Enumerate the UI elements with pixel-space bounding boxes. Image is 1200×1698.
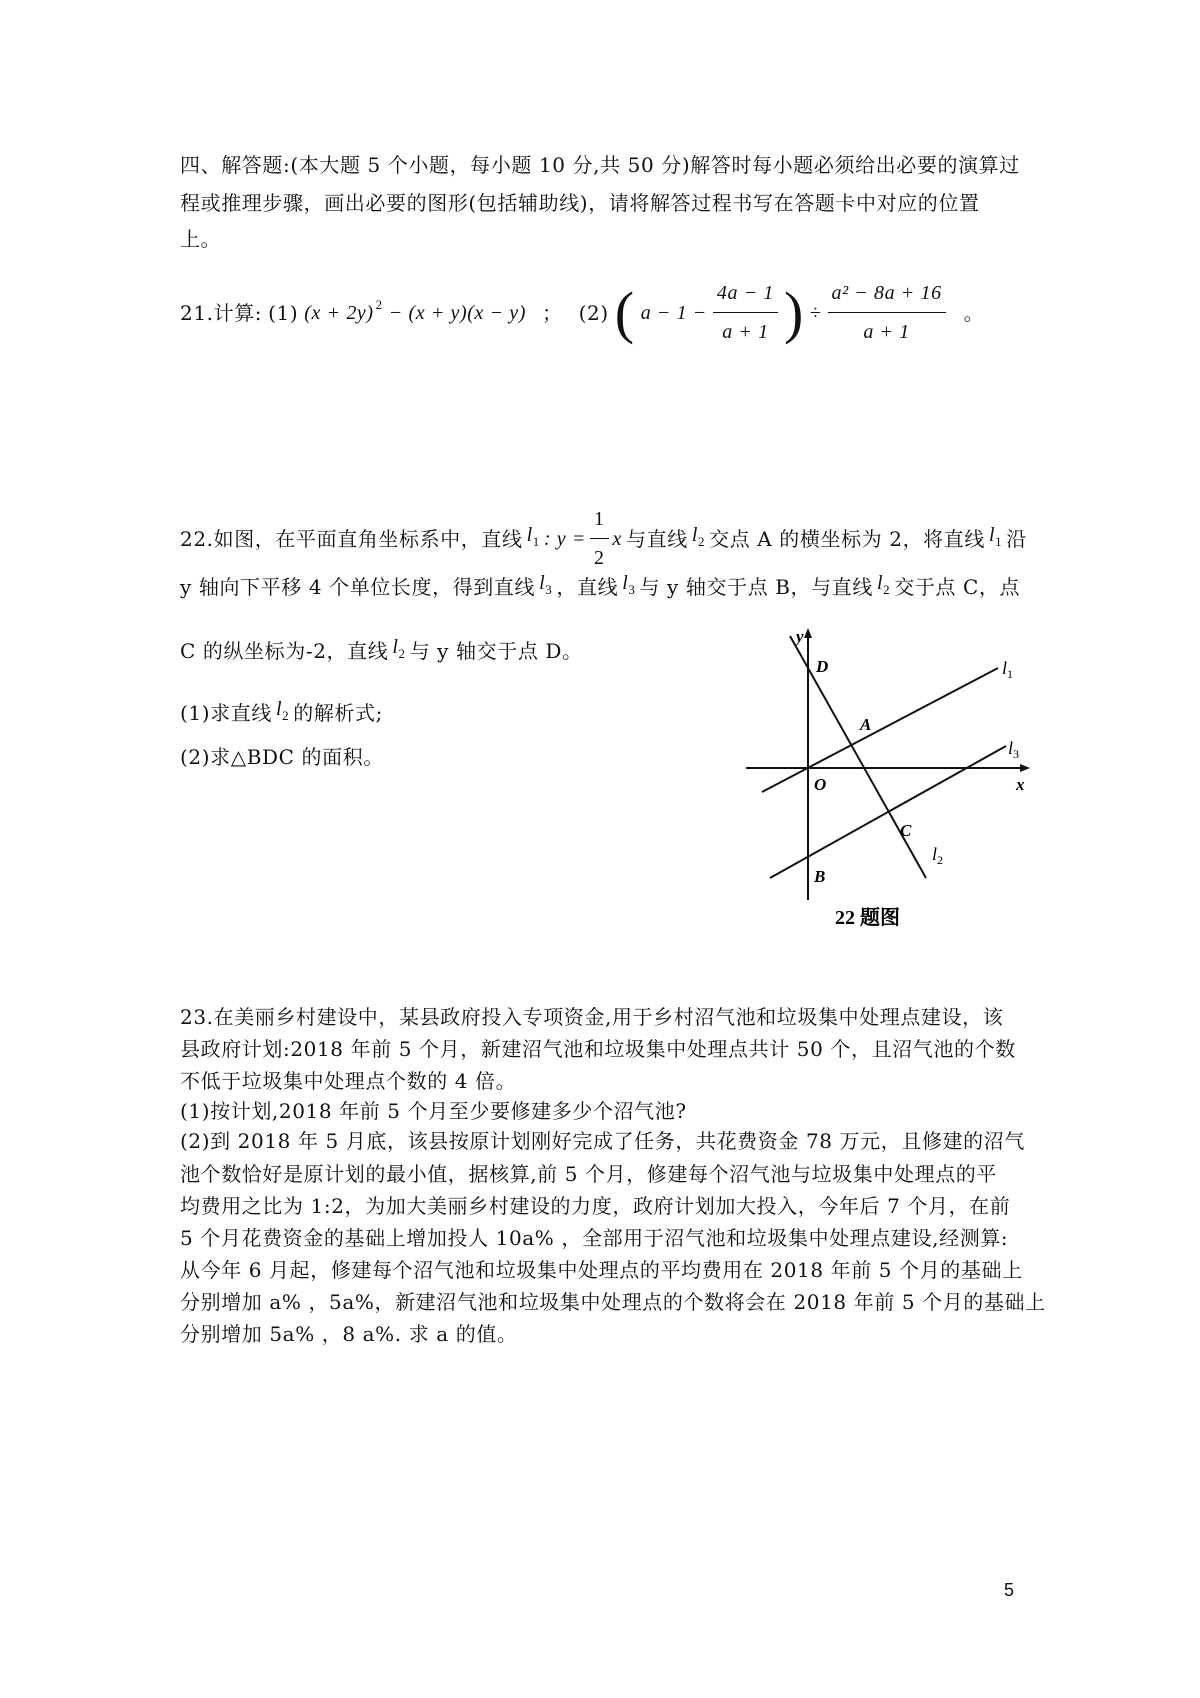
section-heading-line-2: 程或推理步骤，画出必要的图形(包括辅助线)，请将解答过程书写在答题卡中对应的位置 xyxy=(180,191,980,215)
figure-label-l3: $l_3$ xyxy=(1008,738,1020,761)
q21-divide-sign: ÷ xyxy=(809,301,822,324)
q23-line-3: 不低于垃圾集中处理点个数的 4 倍。 xyxy=(180,1069,517,1093)
q22-text-2c: 与 y 轴交于点 B，与直线 xyxy=(639,574,873,599)
figure-label-B: B xyxy=(814,867,826,886)
q22-text-1b: 与直线 xyxy=(626,526,688,551)
q22-l1-symbol-2: $l_1$ xyxy=(988,524,1003,549)
q22-text-1a: 22.如图，在平面直角坐标系中，直线 xyxy=(180,526,523,551)
q23-line-11: 分别增加 5a% ，8 a%. 求 a 的值。 xyxy=(180,1322,518,1346)
q22-text-1d: 沿 xyxy=(1006,526,1027,551)
q21-part1-expr-a: (x + 2y) xyxy=(304,301,374,324)
question-22-line-2 xyxy=(180,566,1020,607)
q22-sub1-text-b: 的解析式; xyxy=(293,700,383,725)
q21-fraction-2-numerator: a² − 8a + 16 xyxy=(828,276,946,313)
q23-line-8: 5 个月花费资金的基础上增加投人 10a% ，全部用于沼气池和垃圾集中处理点建设,经测算: xyxy=(180,1226,1009,1250)
question-22-sub-1 xyxy=(180,692,383,733)
q23-line-2: 县政府计划:2018 年前 5 个月，新建沼气池和垃圾集中处理点共计 50 个，且沼气池的个数 xyxy=(180,1037,1016,1061)
q22-l1-equation: : y = xyxy=(543,527,586,550)
q22-x-variable: x xyxy=(612,527,623,550)
figure-label-l1: $l_1$ xyxy=(1002,658,1014,681)
q21-fraction-1-numerator: 4a − 1 xyxy=(713,276,778,313)
q23-line-4: (1)按计划,2018 年前 5 个月至少要修建多少个沼气池? xyxy=(180,1099,687,1123)
q21-part2-a: a − 1 − xyxy=(640,301,707,324)
figure-label-y: y xyxy=(796,628,804,646)
y-axis-arrow xyxy=(804,628,812,638)
q22-l1-symbol: $l_1$ xyxy=(526,524,540,549)
q21-fraction-2 xyxy=(828,276,946,349)
section-heading-line-1: 四、解答题:(本大题 5 个小题，每小题 10 分,共 50 分)解答时每小题必须给出必要的演算过 xyxy=(180,153,1020,177)
q22-l2-symbol-2: $l_2$ xyxy=(876,572,891,597)
question-22-line-3 xyxy=(180,630,583,671)
q21-part1-label: (1) xyxy=(268,300,299,325)
q21-separator: ； xyxy=(542,300,563,325)
q22-sub1-text-a: (1)求直线 xyxy=(180,700,272,725)
q21-part1-exponent: 2 xyxy=(375,296,383,312)
figure-caption: 22 题图 xyxy=(835,907,900,929)
q22-l2-symbol: $l_2$ xyxy=(691,524,706,549)
q22-text-1c: 交点 A 的横坐标为 2，将直线 xyxy=(709,526,985,551)
q22-l3-symbol: $l_3$ xyxy=(539,572,553,597)
q23-line-6: 池个数恰好是原计划的最小值，据核算,前 5 个月，修建每个沼气池与垃圾集中处理点的平 xyxy=(180,1162,997,1186)
q22-half-fraction xyxy=(590,502,609,575)
q22-text-3a: C 的纵坐标为-2，直线 xyxy=(180,638,389,663)
figure-label-D: D xyxy=(816,657,829,676)
q23-line-10: 分别增加 a% ，5a%，新建沼气池和垃圾集中处理点的个数将会在 2018 年前 5 个月的基础上 xyxy=(180,1290,1046,1314)
q21-lead: 21.计算: xyxy=(180,300,263,325)
q22-figure xyxy=(740,628,1040,938)
q21-fraction-2-denominator: a + 1 xyxy=(863,321,910,343)
q21-part1-expr-b: − (x + y)(x − y) xyxy=(388,301,527,324)
q22-text-2d: 交于点 C，点 xyxy=(894,574,1021,599)
q23-line-9: 从今年 6 月起，修建每个沼气池和垃圾集中处理点的平均费用在 2018 年前 5 个月的基础上 xyxy=(180,1258,1023,1282)
q23-line-1: 23.在美丽乡村建设中，某县政府投入专项资金,用于乡村沼气池和垃圾集中处理点建设，该 xyxy=(180,1005,1004,1029)
q21-part2-label: (2) xyxy=(578,300,609,325)
q21-fraction-1-denominator: a + 1 xyxy=(722,321,769,343)
line-l1 xyxy=(762,668,998,792)
figure-label-A: A xyxy=(860,715,872,734)
q22-half-numerator: 1 xyxy=(590,502,609,539)
q22-half-denominator: 2 xyxy=(593,547,605,569)
q22-text-3b: 与 y 轴交于点 D。 xyxy=(409,638,583,663)
question-22-sub-2: (2)求△BDC 的面积。 xyxy=(180,745,384,769)
figure-label-l2: $l_2$ xyxy=(932,844,944,867)
q23-line-5: (2)到 2018 年 5 月底，该县按原计划刚好完成了任务，共花费资金 78 万元，且修建的沼气 xyxy=(180,1129,1025,1153)
figure-label-x: x xyxy=(1016,775,1025,794)
question-21 xyxy=(180,276,984,349)
q21-fraction-1 xyxy=(713,276,778,349)
q22-l2-symbol-3: $l_2$ xyxy=(392,636,406,661)
q22-text-2a: y 轴向下平移 4 个单位长度，得到直线 xyxy=(180,574,536,599)
figure-label-O: O xyxy=(814,775,827,794)
line-l2 xyxy=(790,636,926,878)
q23-line-7: 均费用之比为 1:2，为加大美丽乡村建设的力度，政府计划加大投入，今年后 7 个月，在前 xyxy=(180,1194,1011,1218)
q21-close-paren: ) xyxy=(784,279,804,345)
section-heading-line-3: 上。 xyxy=(180,227,222,251)
x-axis-arrow xyxy=(1020,764,1030,772)
q22-text-2b: ，直线 xyxy=(556,574,619,599)
q22-l3-symbol-2: $l_3$ xyxy=(622,572,636,597)
q22-l2-symbol-4: $l_2$ xyxy=(275,698,290,723)
figure-label-C: C xyxy=(900,821,912,840)
page-number: 5 xyxy=(1004,1580,1015,1600)
q21-end-mark: 。 xyxy=(963,300,985,325)
q21-open-paren: ( xyxy=(614,279,635,345)
question-22-line-1 xyxy=(180,502,1027,575)
